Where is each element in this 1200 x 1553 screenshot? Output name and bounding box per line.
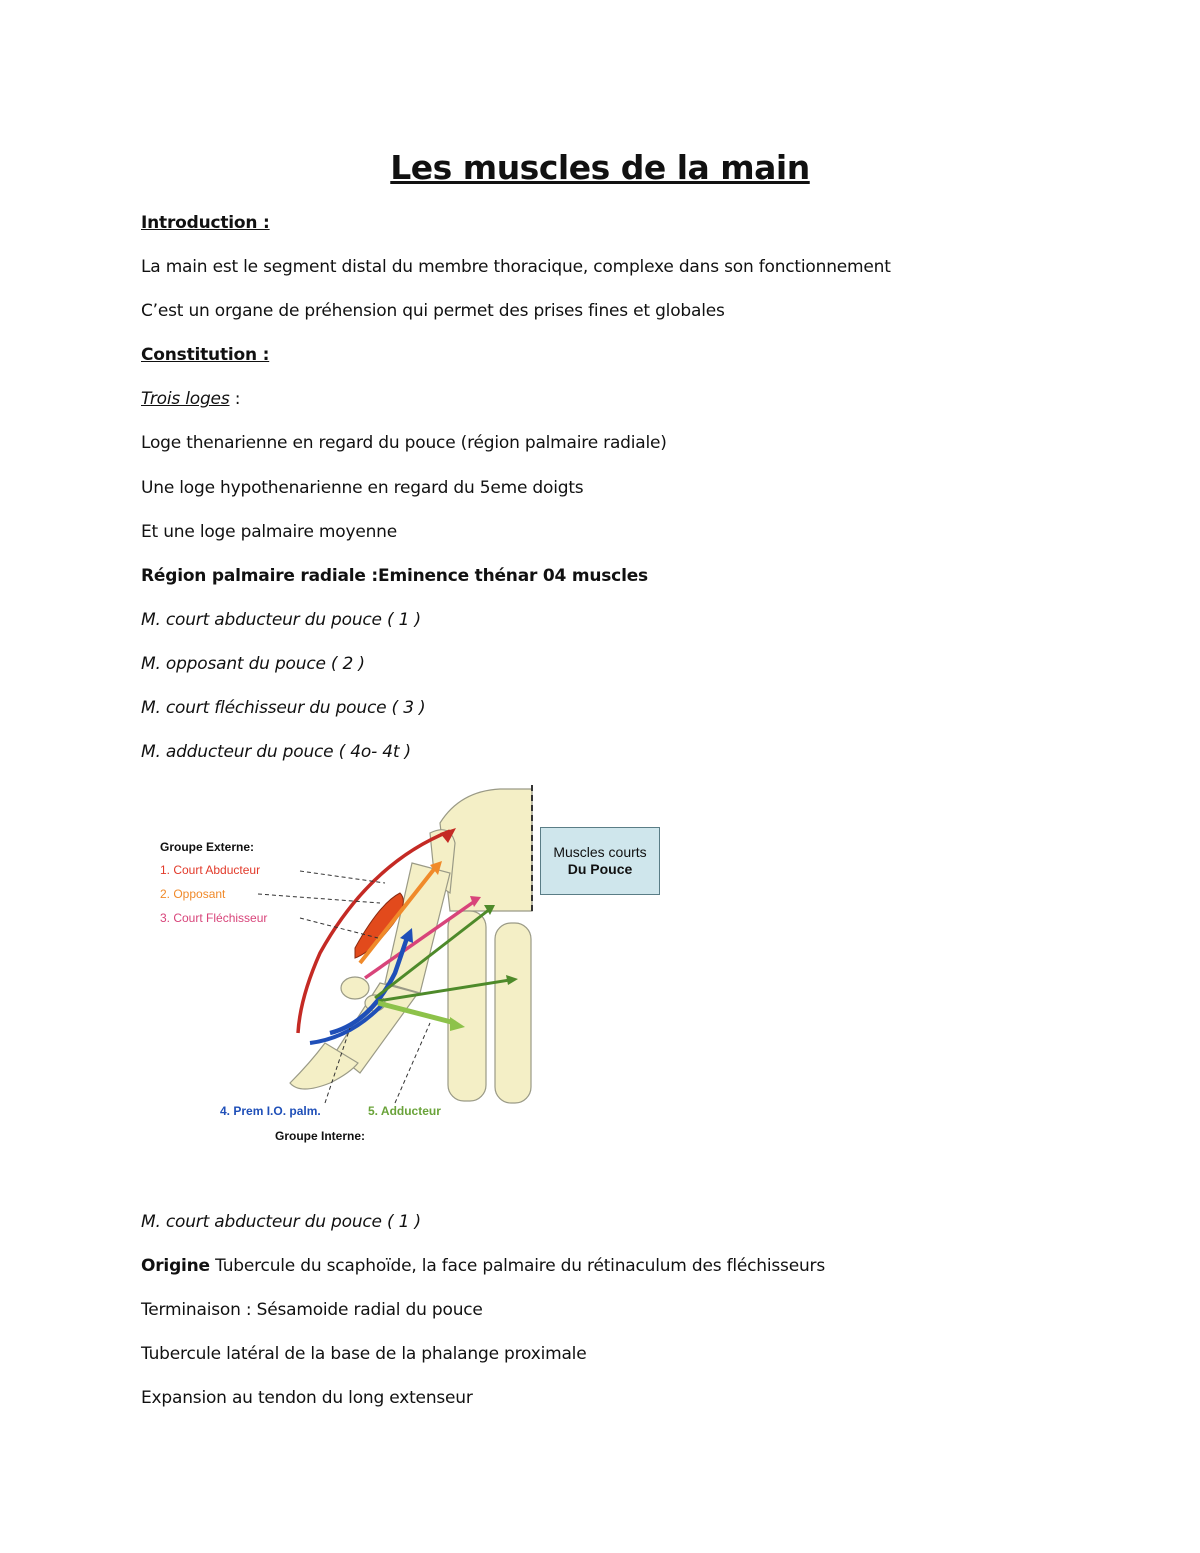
adducteur-label: 5. Adducteur: [368, 1104, 441, 1118]
groupe-externe-label: Groupe Externe:: [160, 840, 255, 854]
muscle-item: M. court abducteur du pouce ( 1 ): [141, 610, 421, 630]
index-finger-bone: [448, 911, 486, 1101]
trois-loges-label: Trois loges: [141, 389, 230, 409]
trois-loges-line: [141, 388, 240, 410]
callout-line-1: Muscles courts: [553, 844, 647, 860]
loge-palmaire-moyenne: Et une loge palmaire moyenne: [141, 522, 397, 542]
constitution-heading: Constitution :: [141, 345, 270, 365]
muscle-item: M. opposant du pouce ( 2 ): [141, 654, 365, 674]
callout-line-2: Du Pouce: [567, 861, 633, 877]
expansion-line: Expansion au tendon du long extenseur: [141, 1388, 473, 1408]
loge-hypothenarienne: Une loge hypothenarienne en regard du 5eme doigts: [141, 478, 584, 498]
middle-finger-bone: [495, 923, 531, 1103]
region-heading: Région palmaire radiale :Eminence thénar 04 muscles: [141, 566, 648, 586]
tubercule-line: Tubercule latéral de la base de la phalange proximale: [141, 1344, 587, 1364]
trois-loges-colon: :: [229, 389, 241, 409]
sesamoid-bone: [341, 977, 369, 999]
page-title: Les muscles de la main: [390, 148, 810, 187]
court-flechisseur-label: 3. Court Fléchisseur: [160, 911, 268, 925]
leader-line-1: [300, 871, 385, 883]
hand-muscles-figure: [150, 783, 670, 1153]
groupe-interne-label: Groupe Interne:: [275, 1129, 366, 1143]
detail-heading: M. court abducteur du pouce ( 1 ): [141, 1212, 421, 1232]
leader-line-5: [395, 1023, 430, 1103]
loge-thenarienne: Loge thenarienne en regard du pouce (région palmaire radiale): [141, 433, 667, 453]
prem-io-label: 4. Prem I.O. palm.: [220, 1104, 321, 1118]
muscles-courts-callout: [540, 827, 660, 895]
court-abducteur-label: 1. Court Abducteur: [160, 863, 261, 877]
origine-line: [141, 1255, 825, 1277]
intro-heading: Introduction :: [141, 213, 270, 233]
origine-text: Tubercule du scaphoïde, la face palmaire du rétinaculum des fléchisseurs: [209, 1256, 825, 1276]
origine-label: Origine: [141, 1256, 210, 1276]
terminaison-line: Terminaison : Sésamoide radial du pouce: [141, 1300, 483, 1320]
intro-paragraph-2: C’est un organe de préhension qui permet des prises fines et globales: [141, 301, 725, 321]
muscle-item: M. court fléchisseur du pouce ( 3 ): [141, 698, 426, 718]
intro-paragraph-1: La main est le segment distal du membre thoracique, complexe dans son fonctionnement: [141, 257, 891, 277]
muscle-item: M. adducteur du pouce ( 4o- 4t ): [141, 742, 411, 762]
opposant-label: 2. Opposant: [160, 887, 226, 901]
